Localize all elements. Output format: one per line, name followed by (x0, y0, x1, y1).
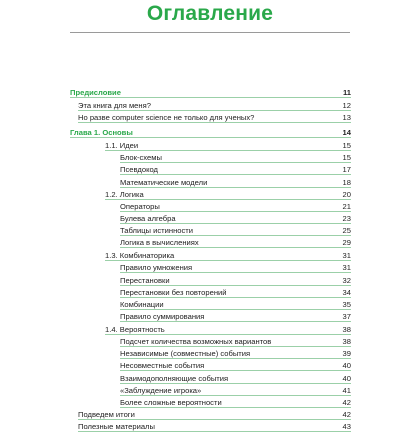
toc-entry-page: 41 (342, 386, 351, 395)
toc-entry-page: 31 (342, 263, 351, 272)
toc-entry-page: 31 (342, 251, 351, 260)
toc-entry-title: 1.1. Идеи (105, 141, 139, 150)
toc-entry-title: «Заблуждение игрока» (120, 386, 202, 395)
toc-entry-page: 20 (342, 190, 351, 199)
toc-entry (105, 190, 351, 200)
toc-entry-title: Независимые (совместные) события (120, 349, 251, 358)
toc-entry-page: 32 (342, 276, 351, 285)
toc-entry-title: Правило суммирования (120, 312, 205, 321)
toc-entry-page: 29 (342, 238, 351, 247)
page-title: Оглавление (146, 2, 274, 25)
toc-entry-page: 14 (342, 128, 351, 137)
toc-entry-title: Более сложные вероятности (120, 398, 222, 407)
toc-entry (105, 325, 351, 335)
toc-entry (105, 251, 351, 261)
toc-entry (120, 312, 351, 322)
toc-entry (120, 386, 351, 396)
toc-entry (120, 300, 351, 310)
toc-entry-page: 15 (342, 153, 351, 162)
toc-entry (120, 361, 351, 371)
toc-entry-title: Правило умножения (120, 263, 193, 272)
toc-entry (120, 214, 351, 224)
toc-entry-page: 37 (342, 312, 351, 321)
toc-entry (120, 288, 351, 298)
toc-entry-page: 38 (342, 337, 351, 346)
toc-entry-title: 1.3. Комбинаторика (105, 251, 175, 260)
toc-entry (70, 88, 351, 98)
toc-entry-title: Но разве computer science не только для ученых? (78, 113, 255, 122)
toc-entry (120, 165, 351, 175)
toc-entry-title: Подведем итоги (78, 410, 135, 419)
toc-entry (105, 141, 351, 151)
toc-entry (70, 128, 351, 138)
toc-entry-title: Таблицы истинности (120, 226, 194, 235)
toc-entry (120, 337, 351, 347)
toc-entry-page: 42 (342, 410, 351, 419)
toc-entry-page: 39 (342, 349, 351, 358)
toc-entry (120, 276, 351, 286)
toc-entry-page: 11 (342, 88, 351, 97)
toc-entry (78, 101, 351, 111)
toc-entry-title: Перестановки без повторений (120, 288, 227, 297)
toc-entry-title: Булева алгебра (120, 214, 176, 223)
toc-entry-page: 13 (342, 113, 351, 122)
toc-entry-title: Перестановки (120, 276, 170, 285)
toc-entry-page: 25 (342, 226, 351, 235)
toc-entry-page: 23 (342, 214, 351, 223)
toc-entry-page: 18 (342, 178, 351, 187)
toc-entry-title: 1.2. Логика (105, 190, 144, 199)
toc-entry-title: Комбинации (120, 300, 164, 309)
toc-entry-title: 1.4. Вероятность (105, 325, 165, 334)
toc-entry (120, 202, 351, 212)
toc-entry (120, 238, 351, 248)
toc-entry-title: Блок-схемы (120, 153, 162, 162)
toc-entry-title: Операторы (120, 202, 160, 211)
toc-entry (120, 398, 351, 408)
toc-entry-title: Логика в вычислениях (120, 238, 199, 247)
title-divider (70, 32, 350, 33)
toc-entry (120, 374, 351, 384)
toc-entry-page: 43 (342, 422, 351, 431)
toc-entry-page: 21 (342, 202, 351, 211)
toc-entry-title: Эта книга для меня? (78, 101, 151, 110)
toc-entry-title: Взаимодополняющие события (120, 374, 229, 383)
toc-entry-title: Несовместные события (120, 361, 205, 370)
toc-entry (78, 410, 351, 420)
toc-entry-page: 35 (342, 300, 351, 309)
toc-entry (120, 178, 351, 188)
toc-entry (120, 349, 351, 359)
toc-entry-page: 40 (342, 361, 351, 370)
toc-entry (78, 113, 351, 123)
toc-entry-page: 12 (342, 101, 351, 110)
toc-entry-title: Глава 1. Основы (70, 128, 133, 137)
toc-entry-page: 34 (342, 288, 351, 297)
toc-entry (120, 226, 351, 236)
toc-entry (78, 422, 351, 432)
toc-entry-page: 42 (342, 398, 351, 407)
toc-entry (120, 153, 351, 163)
toc-entry-title: Подсчет количества возможных вариантов (120, 337, 272, 346)
toc-entry-title: Математические модели (120, 178, 208, 187)
toc-entry (120, 263, 351, 273)
toc-entry-title: Полезные материалы (78, 422, 155, 431)
toc-entry-page: 38 (342, 325, 351, 334)
toc-entry-page: 15 (342, 141, 351, 150)
toc-entry-title: Предисловие (70, 88, 121, 97)
toc-entry-title: Псевдокод (120, 165, 158, 174)
toc-entry-page: 17 (342, 165, 351, 174)
toc-entry-page: 40 (342, 374, 351, 383)
